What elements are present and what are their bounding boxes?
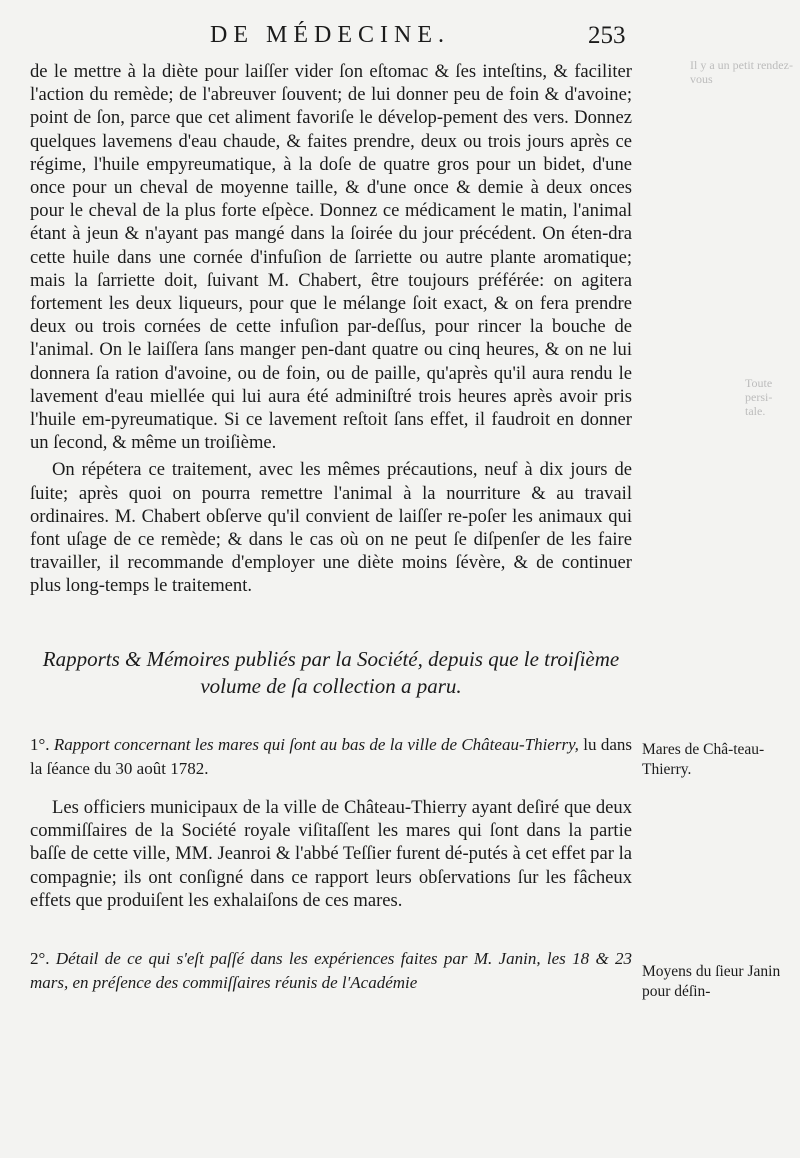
bleed-through-text: Il y a un petit rendez-vous xyxy=(690,58,793,86)
item-number: 1°. xyxy=(30,735,50,754)
section-heading: Rapports & Mémoires publiés par la Société, depuis que le troiſième volume de ſa collection a paru. xyxy=(42,647,620,698)
paragraph: de le mettre à la diète pour laiſſer vider ſon eſtomac & ſes inteſtins, & faciliter l'action du remède; de l'abreuver ſouvent; de lui donner peu de foin & d'avoine; point de ſon, parce que cet aliment favoriſe le dévelop-pement des vers. Donnez quelques lavemens d'eau chaude, & faites prendre, deux ou trois jours après ce régime, l'huile empyreumatique, à la doſe de quatre gros pour un bidet, d'une once pour un cheval de moyenne taille, & d'une once & demie à deux onces pour le cheval de la plus forte eſpèce. Donnez ce médicament le matin, l'animal étant à jeun & n'ayant pas mangé dans la ſoirée du jour précédent. On éten-dra cette huile dans une cornée d'infuſion de ſarriette ou autre plante aromatique; mais la ſarriette doit, ſuivant M. Chabert, être toujours préférée: on agitera fortement les deux liqueurs, pour que le mélange ſoit exact, & on fera prendre deux ou trois cornées de cette infuſion par-deſſus, pour rincer la bouche de l'animal. On le laiſſera ſans manger pen-dant quatre ou cinq heures, & on ne lui donnera ſa ration d'avoine, ou de foin, ou de paille, qu'après qu'il aura rendu le lavement d'eau miellée qui lui aura été adminiſtré trois heures après avoir pris l'huile em-pyreumatique. Si ce lavement reſtoit ſans effet, il faudroit en donner un ſecond, & même un troiſième. xyxy=(30,61,632,454)
paragraph: On répétera ce traitement, avec les mêmes précautions, neuf à dix jours de ſuite; après quoi on pourra remettre l'animal à la nourriture & au travail ordinaires. M. Chabert obſerve qu'il convient de laiſſer re-poſer les animaux qui font uſage de ce remède; & dans le cas où on ne peut ſe diſpenſer de les faire travailler, il recommande d'employer une diète moins ſévère, & de continuer plus long-temps le traitement. xyxy=(30,459,632,597)
item-number: 2°. xyxy=(30,949,50,968)
page-number: 253 xyxy=(588,22,626,49)
running-title: DE MÉDECINE. xyxy=(210,22,450,48)
margin-note: Moyens du ſieur Janin pour déſin- xyxy=(642,963,781,1000)
report-item xyxy=(30,947,632,995)
item-detail: lu dans la ſéance du 30 août 1782. xyxy=(30,735,633,778)
main-text xyxy=(30,60,632,598)
item-title: Rapport concernant les mares qui ſont au bas de la ville de Château-Thierry, xyxy=(53,735,579,754)
report-item xyxy=(30,733,632,781)
item-title: Détail de ce qui s'eſt paſſé dans les expériences faites par M. Janin, les 18 & 23 mars, en préſence des commiſſaires réunis de l'Académie xyxy=(30,949,633,992)
item-body xyxy=(30,796,632,912)
paragraph: Les officiers municipaux de la ville de Château-Thierry ayant deſiré que deux commiſſaires de la Société royale viſitaſſent les mares qui ſont dans la partie baſſe de cette ville, MM. Jeanroi & l'abbé Teſſier furent dé-putés à cet effet par la compagnie; ils ont conſigné dans ce rapport leurs obſervations ſur les fâcheux effets que produiſent les exhalaiſons de ces mares. xyxy=(30,797,632,911)
margin-note: Mares de Châ-teau-Thierry. xyxy=(642,741,765,778)
bleed-through-text: Toute persi- tale. xyxy=(745,376,773,418)
